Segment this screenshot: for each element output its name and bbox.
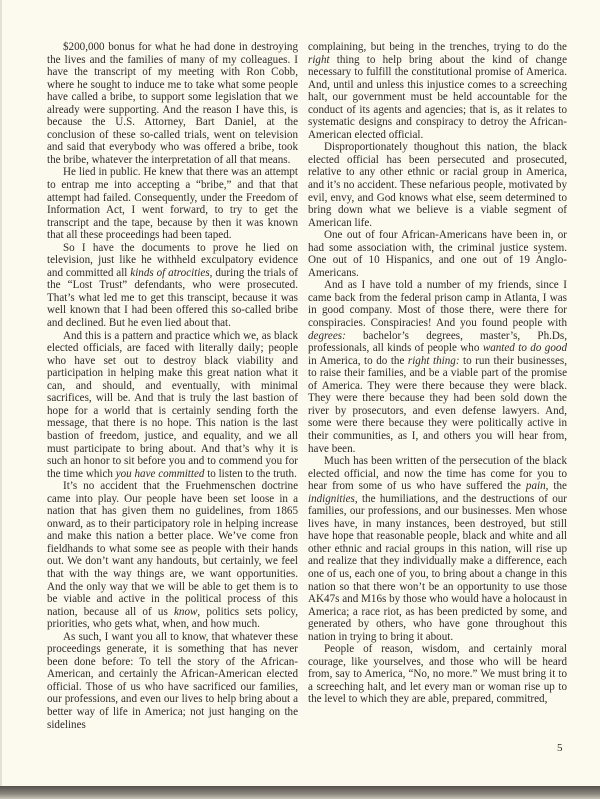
italic-text: indignities [308,492,355,505]
text-run: So I have the documents to prove he lied on television, just like he withheld exculpatory evidence and committed all [47,241,298,279]
paragraph [308,41,567,141]
text-run: bachelor’s degrees, master’s, Ph.Ds, professionals, all kinds of people who [308,329,567,355]
text-run: to listen to the truth. [204,467,297,480]
text-run: And as I have told a number of my friends, since I came back from the federal prison camp in Atlanta, I was in good company. Most of those there, were there for conspiracies. Conspiracies! And you found people with [308,279,567,330]
left-text-column [47,41,298,731]
text-run: As such, I want you all to know, that whatever these proceedings generate, it is something that has never been done before: To tell the story of the African-American, and certainly the African-American elected official. Those of us who have sacrificed our families, our professions, and even our lives to help bring about a better way of life in America; not just hanging on the sidelines [47,630,298,731]
text-run: , the [545,480,567,493]
text-run: Much has been written of the persecution of the black elected official, and now the time has come for you to hear from some of us who have suffered the [308,455,567,493]
text-run: complaining, but being in the trenches, trying to do the [308,41,567,53]
italic-text: right thing: [407,354,460,367]
text-run: to run their businesses, to raise their families, and be a viable part of the promise of America. They were there because they were black. They were there because they had been sold down the river by prosecutors, and even defense lawyers. And, some were there because they were politically active in their communities, as I, and others you will hear from, have been. [308,354,567,455]
text-run: He lied in public. He knew that there was an attempt to entrap me into accepting a “bribe,” and that that attempt had failed. Consequently, under the Freedom of Information Act, I went forward, to try to get the transcript and the tape, because by then it was known that all these proceedings had been taped. [47,166,298,242]
italic-text: you have committed [115,467,205,480]
paragraph [308,455,567,643]
text-run: It’s no accident that the Fruehmenschen doctrine came into play. Our people have been set loose in a nation that has given them no guidelines, from 1865 onward, as to their participatory role in helping increase and make this nation a better place. We’ve come fron fieldhands to what some see as people with their hands out. We don’t want any handouts, but certainly, we feel that with the way things are, we want opportunities. And the only way that we will be able to get them is to be viable and active in the political process of this nation, because all of us [47,480,298,618]
text-run: , the humiliations, and the destructions of our families, our professions, and our businesses. Men whose lives have, in many instances, been destroyed, but still have hope that reasonable people, black and white and all other ethnic and racial groups in this nation, will rise up and realize that they individually make a difference, each one of us, each one of you, to bring about a change in this nation so that there won’t be an opportunity to use those AK47s and M16s by those who would have a holocaust in America; a race riot, as has been predicted by some, and generated by others, who have gone throughout this nation in trying to bring it about. [308,492,567,643]
text-run: , during the trials of the “Lost Trust” defendants, who were prosecuted. That’s what led me to get this transcipt, because it was well known that I had been offered this so-called bribe and declined. But he even lied about that. [47,266,298,330]
paragraph [308,141,567,229]
text-run: $200,000 bonus for what he had done in destroying the lives and the families of many of my colleagues. I have the transcript of my meeting with Ron Cobb, where he sought to induce me to take what some people have called a bribe, to support some legislation that we already were supporting. And the reason I have this, is because the U.S. Attorney, Bart Daniel, at the conclusion of these so-called trials, went on television and said that everybody who was offered a bribe, took the bribe, whatever the interpretation of all that means. [47,41,298,166]
paragraph [47,631,298,731]
page-number: 5 [557,742,563,754]
paragraph [47,480,298,631]
right-text-column [308,41,567,706]
italic-text: know [174,605,198,618]
italic-text: degrees: [308,329,346,342]
text-run: thing to help bring about the kind of change necessary to fulfill the constitutional promise of America. And, until and unless this injustice comes to a screeching halt, our government must be held accountable for the conduct of its agents and agencies; that is, as it relates to systematic designs and conspiracy to detroy the African-American elected official. [308,53,567,141]
paragraph [308,279,567,455]
paragraph [308,643,567,706]
paragraph [47,41,298,166]
page-bottom-edge-shadow [0,786,600,799]
text-run: in America, to do the [308,354,408,367]
text-run: And this is a pattern and practice which we, as black elected officials, are faced with literally daily; people who have set out to destroy black viability and participation in helping make this great nation what it can, and should, and eventually, with minimal sacrifices, will be. And that is truly the last bastion of hope for a world that is certainly sending forth the message, that there is no hope. This nation is the last bastion of freedom, justice, and equality, and we all must participate to bring about. And that’s why it is such an honor to sit before you and to commend you for the time which [47,329,298,480]
text-run: Disproportionately thoughout this nation, the black elected official has been persecuted and prosecuted, relative to any other ethnic or racial group in America, and it’s no accident. These nefarious people, motivated by evil, envy, and God knows what else, seem determined to bring down what we believe is a viable segment of American life. [308,141,567,229]
text-run: People of reason, wisdom, and certainly moral courage, like yourselves, and those who will be heard from, say to America, “No, no more.” We must bring it to a screeching halt, and let every man or woman rise up to the level to which they are able, prepared, commitred, [308,643,567,706]
text-run: One out of four African-Americans have been in, or had some association with, the criminal justice system. One out of 10 Hispanics, and one out of 19 Anglo-Americans. [308,229,567,279]
paragraph [47,330,298,481]
paragraph [47,242,298,330]
paragraph [308,229,567,279]
paragraph [47,166,298,241]
text-run: , politics sets policy, priorities, who gets what, when, and how much. [47,605,298,631]
italic-text: pain [525,480,546,493]
italic-text: right [308,53,330,66]
italic-text: kinds of atrocities [130,266,210,279]
italic-text: wanted to do good [482,342,567,355]
